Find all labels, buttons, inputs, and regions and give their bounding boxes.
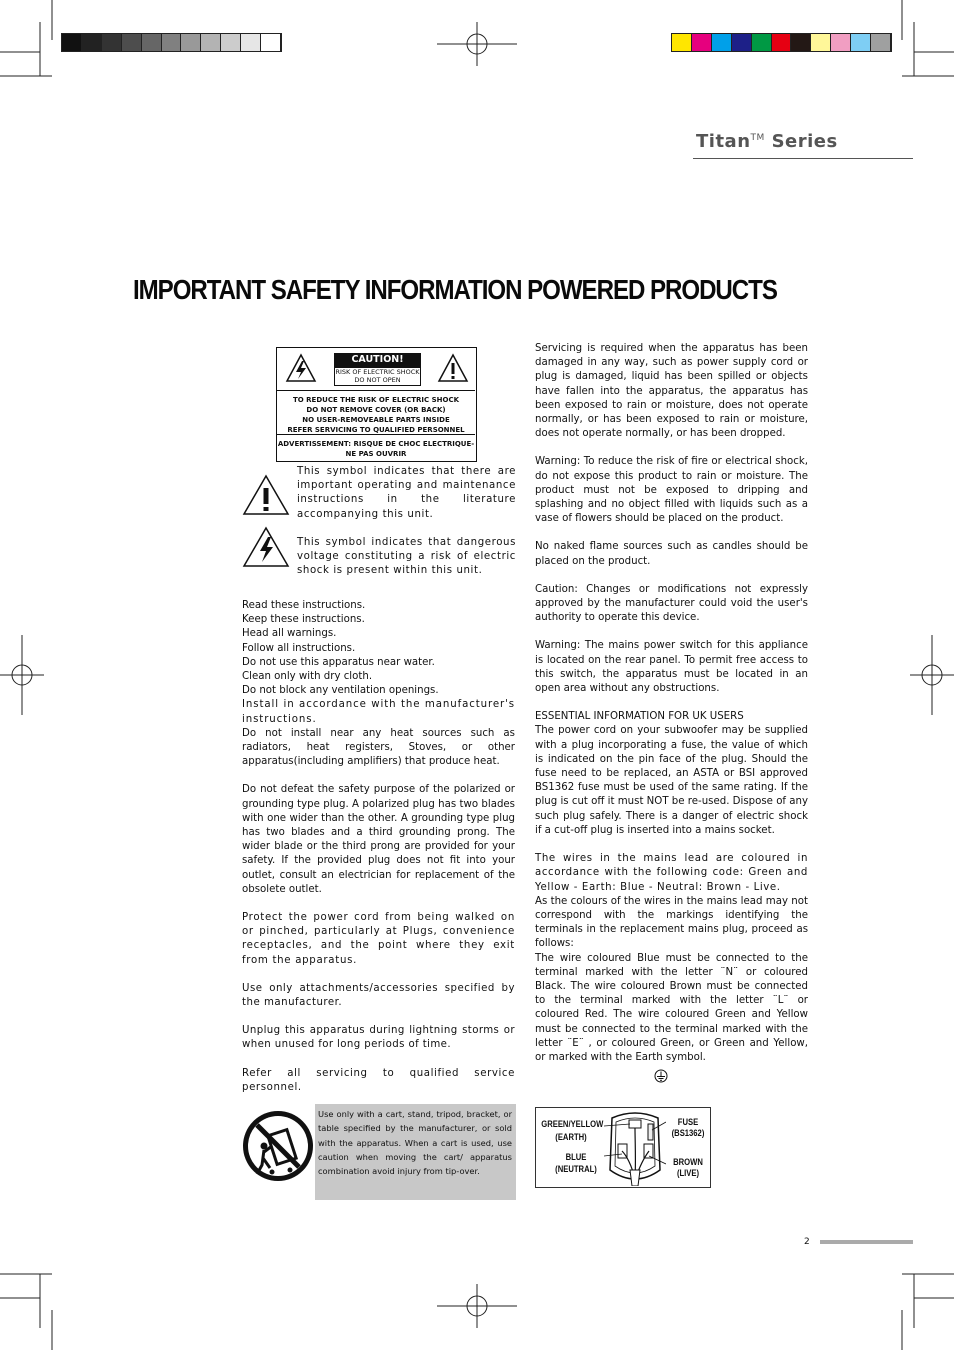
calibration-swatch <box>82 34 102 51</box>
attachments-paragraph: Use only attachments/accessories specified by the manufacturer. <box>242 982 515 1009</box>
cart-warning-note: Use only with a cart, stand, tripod, bracket, or table specified by the manufacturer, or sold with the apparatus. When a cart is used, use caution when moving the cart/ apparatus combination avoid injury from tip-over. <box>315 1104 516 1200</box>
calibration-swatch <box>122 34 142 51</box>
header-rule <box>693 158 913 159</box>
naked-flame-paragraph: No naked flame sources such as candles should be placed on the product. <box>535 541 808 567</box>
instruction-item: Read these instructions. <box>242 600 366 611</box>
servicing-paragraph: Servicing is required when the apparatus has been damaged in any way, such as power supply cord or plug is damaged, liquid has been spilled or objects have fallen into the apparatus, the apparatus has been exposed to rain or moisture, does not operate normally, or has been exposed to rain or moisture, does not operate normally, or has been dropped. <box>535 343 808 440</box>
refer-servicing-paragraph: Refer all servicing to qualified service personnel. <box>242 1067 515 1093</box>
uk-plug-wiring-diagram <box>535 1107 711 1188</box>
calibration-swatch <box>261 34 281 51</box>
instruction-list <box>242 599 515 769</box>
fuse-spec-label: (BS1362) <box>671 1128 705 1138</box>
calibration-swatch <box>851 34 871 51</box>
calibration-swatch <box>162 34 182 51</box>
polarized-plug-paragraph: Do not defeat the safety purpose of the polarized or grounding type plug. A polarized plug has two blades with one wider than the other. A grounding type plug has two blades and a third grounding prong. The wider blade or the third prong are provided for your safety. If the provided plug does not fit into your outlet, consult an electrician for replacement of the obsolete outlet. <box>242 784 515 895</box>
page-footer-bar <box>820 1240 913 1244</box>
series-name: Series <box>771 131 838 152</box>
calibration-swatch <box>221 34 241 51</box>
calibration-swatch <box>772 34 792 51</box>
calibration-swatch <box>831 34 851 51</box>
calibration-swatch <box>732 34 752 51</box>
color-calibration-bar <box>671 33 892 52</box>
uk-users-heading: ESSENTIAL INFORMATION FOR UK USERS <box>535 711 744 723</box>
instruction-item: Head all warnings. <box>242 628 337 640</box>
calibration-swatch <box>62 34 82 51</box>
earth-label: (EARTH) <box>555 1132 587 1142</box>
uk-power-cord-paragraph: The power cord on your subwoofer may be supplied with a plug incorporating a fuse, the value of which is indicated on the pin face of the plug. Should the fuse need to be replaced, an ASTA or BSI approved BS1362 fuse must be used of the same rating. If the plug is cut off it must NOT be re-used. Dispose of any such plug safely. There is a danger of electric shock if a cut-off plug is inserted into a mains socket. <box>535 725 808 836</box>
wire-colours-paragraph: The wires in the mains lead are coloured in accordance with the following code: Green and Yellow - Earth: Blue - Neutral: Brown - Live. <box>535 853 808 893</box>
brand-name: Titan <box>696 131 751 152</box>
warning-switch-paragraph: Warning: The mains power switch for this appliance is located on the rear panel. To permit free access to this switch, the apparatus must be located in an open area without any obstructions. <box>535 640 808 695</box>
instruction-item: Install in accordance with the manufacturer's instructions. <box>242 699 515 725</box>
green-yellow-label: GREEN/YELLOW <box>541 1119 604 1129</box>
instruction-item: Keep these instructions. <box>242 614 365 626</box>
caution-title: CAUTION! <box>334 353 421 367</box>
live-label: (LIVE) <box>676 1168 700 1178</box>
registration-mark-right <box>910 635 954 715</box>
series-title <box>696 131 838 152</box>
instruction-item: Do not block any ventilation openings. <box>242 685 439 697</box>
calibration-swatch <box>712 34 732 51</box>
caution-changes-paragraph: Caution: Changes or modifications not expressly approved by the manufacturer could void the user's authority to operate this device. <box>535 583 808 624</box>
lightning-triangle-icon <box>242 526 290 568</box>
registration-mark-bottom <box>437 1284 517 1328</box>
calibration-swatch <box>672 34 692 51</box>
instruction-item: Do not install near any heat sources such as radiators, heat registers, Stoves, or other apparatus(including amplifiers) that produce heat. <box>242 727 515 768</box>
exclamation-triangle-icon <box>437 353 469 383</box>
instruction-item: Follow all instructions. <box>242 642 356 654</box>
calibration-swatch <box>791 34 811 51</box>
instruction-item: Clean only with dry cloth. <box>242 671 373 683</box>
left-column <box>242 599 515 1109</box>
caution-subtitle: RISK OF ELECTRIC SHOCK DO NOT OPEN <box>335 368 420 384</box>
right-column <box>535 342 808 1065</box>
calibration-swatch <box>871 34 891 51</box>
unplug-paragraph: Unplug this apparatus during lightning storms or when unused for long periods of time. <box>242 1025 515 1051</box>
brown-label: BROWN <box>673 1157 703 1167</box>
warning-fire-paragraph: Warning: To reduce the risk of fire or electrical shock, do not expose this product to rain or moisture. The product must not be exposed to dripping and splashing and no object filled with liquids such as a vase of flowers should be placed on the product. <box>535 456 808 525</box>
plug-drawing <box>604 1110 666 1186</box>
registration-mark-left <box>0 635 44 715</box>
calibration-swatch <box>752 34 772 51</box>
blue-label: BLUE <box>565 1152 587 1162</box>
page-title: IMPORTANT SAFETY INFORMATION POWERED PRODUCTS <box>133 274 777 305</box>
exclamation-symbol-text: This symbol indicates that there are important operating and maintenance instructions in the literature accompanying this unit. <box>297 466 516 520</box>
grayscale-calibration-bar <box>61 33 282 52</box>
colours-mismatch-paragraph: As the colours of the wires in the mains lead may not correspond with the markings identifying the terminals in the replacement mains plug, proceed as follows: <box>535 895 808 950</box>
power-cord-paragraph: Protect the power cord from being walked on or pinched, particularly at Plugs, convenience receptacles, and the point where they exit from the apparatus. <box>242 912 515 966</box>
calibration-swatch <box>811 34 831 51</box>
fuse-label: FUSE <box>677 1117 699 1127</box>
page-number: 2 <box>804 1237 810 1247</box>
calibration-swatch <box>102 34 122 51</box>
calibration-swatch <box>201 34 221 51</box>
calibration-swatch <box>241 34 261 51</box>
calibration-swatch <box>181 34 201 51</box>
neutral-label: (NEUTRAL) <box>555 1164 597 1174</box>
trademark: TM <box>750 133 765 143</box>
earth-ground-icon <box>654 1069 668 1083</box>
lightning-triangle-icon <box>285 353 317 383</box>
exclamation-triangle-icon <box>242 474 290 516</box>
calibration-swatch <box>692 34 712 51</box>
caution-label-box <box>276 347 477 462</box>
caution-instructions: TO REDUCE THE RISK OF ELECTRIC SHOCK DO NOT REMOVE COVER (OR BACK) NO USER-REMOVEABLE PARTS INSIDE REFER SERVICING TO QUALIFIED PERSONNEL <box>277 391 475 435</box>
instruction-item: Do not use this apparatus near water. <box>242 656 435 668</box>
calibration-swatch <box>142 34 162 51</box>
wire-connection-paragraph: The wire coloured Blue must be connected to the terminal marked with the letter ¨N¨ or coloured Black. The wire coloured Brown must be connected to the terminal marked with the letter ¨L¨ or coloured Red. The wire coloured Green and Yellow must be connected to the terminal marked with the letter ¨E¨ , or coloured Green, or Green and Yellow, or marked with the Earth symbol. <box>535 952 808 1063</box>
registration-mark-top <box>437 22 517 66</box>
lightning-symbol-text: This symbol indicates that dangerous voltage constituting a risk of electric shock is present within this unit. <box>297 537 516 577</box>
caution-french: ADVERTISSEMENT: RISQUE DE CHOC ELECTRIQUE- NE PAS OUVRIR <box>277 440 475 458</box>
cart-tipover-warning-icon <box>242 1110 314 1182</box>
caution-label-top <box>277 348 475 391</box>
